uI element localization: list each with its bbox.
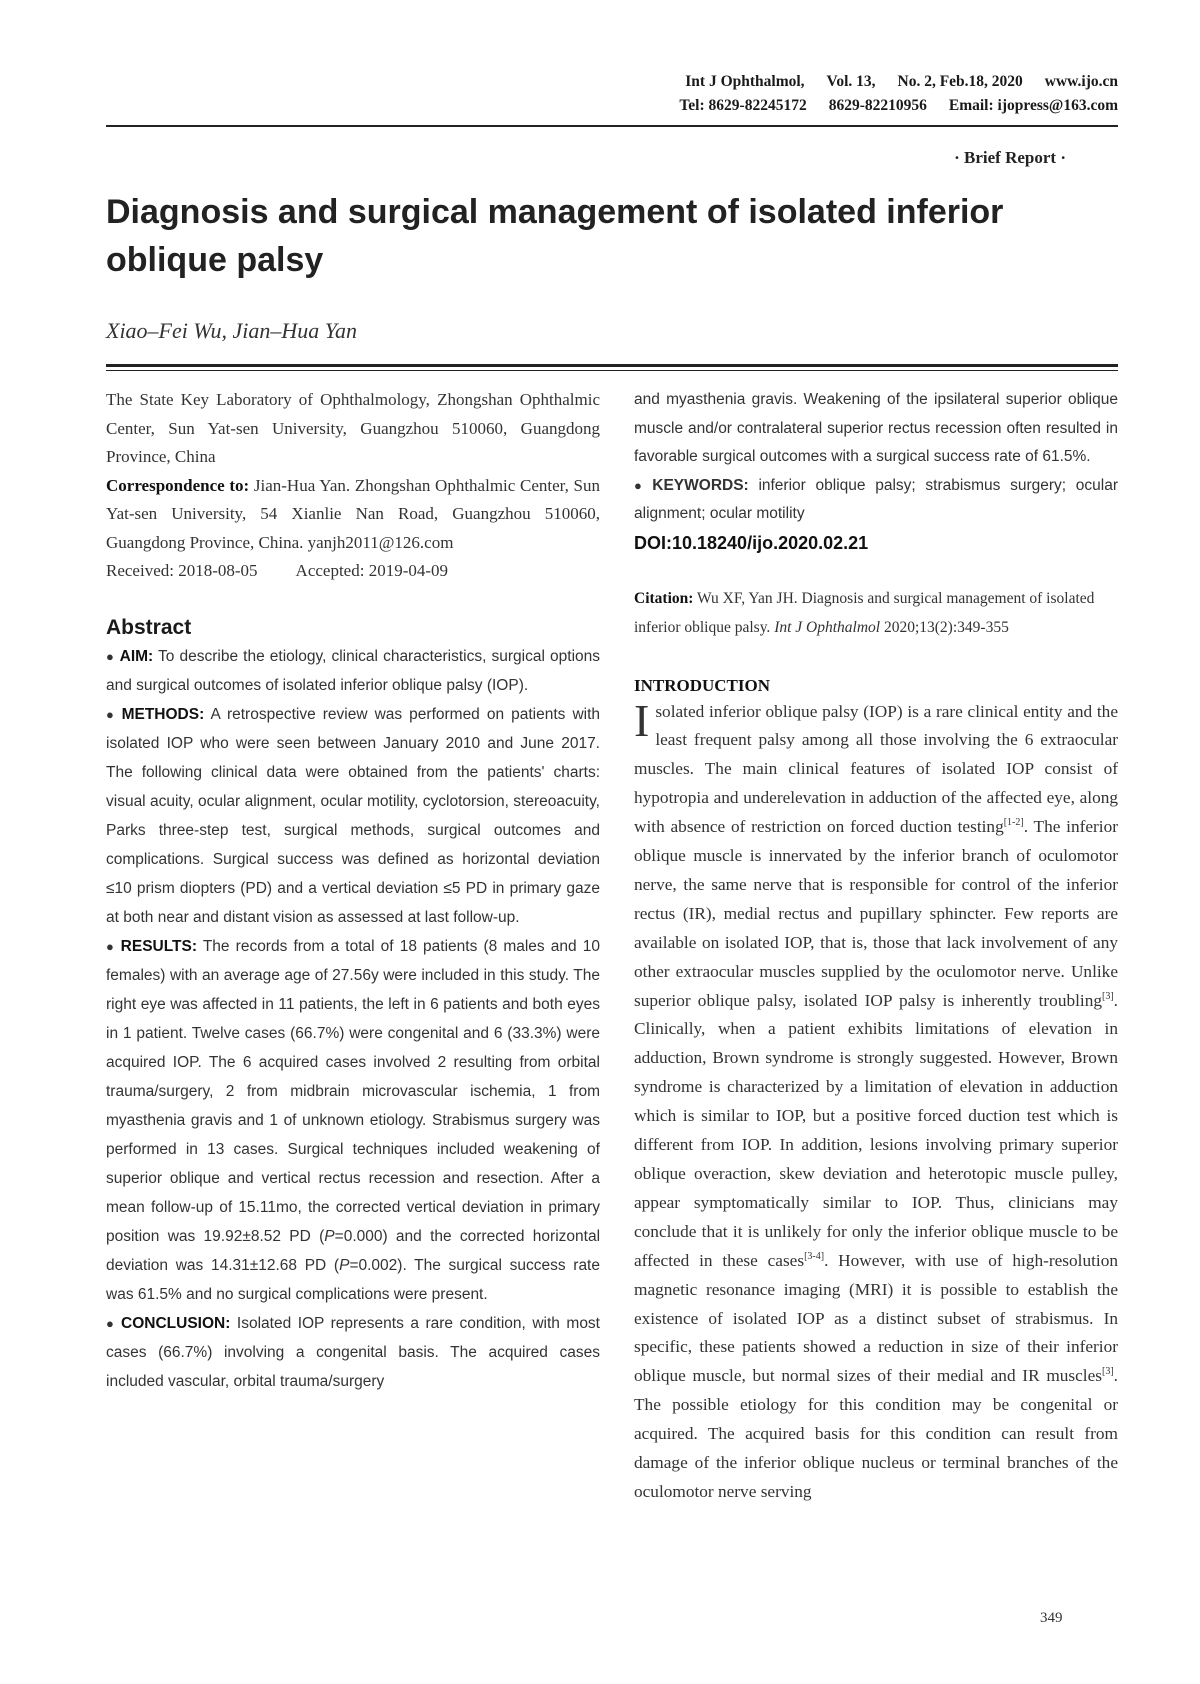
page-number: 349 [1040,1610,1063,1626]
methods-label: METHODS: [121,705,205,723]
affiliation: The State Key Laboratory of Ophthalmology, Zhongshan Ophthalmic Center, Sun Yat-sen University, Guangzhou 510060, Guangdong Province, China [106,390,600,466]
citation [634,584,1118,642]
bullet-icon: ● [106,1315,117,1331]
journal-info-line [106,70,1118,94]
citation-label: Citation: [634,589,694,607]
p-symbol: P [324,1227,335,1245]
article-dates [106,557,600,586]
introduction-heading: INTRODUCTION [634,675,771,695]
journal-issue: No. 2, Feb.18, 2020 [897,73,1023,90]
aim-text: To describe the etiology, clinical characteristics, surgical options and surgical outcomes of isolated inferior oblique palsy (IOP). [106,647,600,694]
journal-volume: Vol. 13, [826,73,876,90]
p-symbol: P [339,1256,350,1274]
results-text-2: =0.000) and the corrected horizontal deviation was 14.31±12.68 PD ( [106,1227,601,1274]
article-authors: Xiao–Fei Wu, Jian–Hua Yan [106,318,357,343]
bullet-icon: ● [634,477,648,493]
introduction-body [634,694,1118,1507]
correspondence-label: Correspondence to: [106,475,250,495]
abstract-results [106,932,600,1309]
reference-link[interactable]: [3] [1102,1366,1114,1378]
abstract-heading: Abstract [106,615,192,639]
journal-email[interactable]: Email: ijopress@163.com [948,97,1118,114]
correspondence [106,472,600,558]
journal-tel2: 8629-82210956 [828,97,927,114]
authors-rule-thick [106,364,1118,367]
intro-text-5: . The possible etiology for this condition may be congenital or acquired. The acquired basis for this condition can result from damage of the inferior oblique nucleus or terminal branches of the oculomotor nerve serving [634,1366,1118,1501]
results-text-3: =0.002). The surgical success rate was 61.5% and no surgical complications were present. [106,1256,600,1303]
conclusion-label: CONCLUSION: [121,1314,231,1332]
intro-text-3: . Clinically, when a patient exhibits limitations of elevation in adduction, Brown syndrome is strongly suggested. However, Brown syndrome is characterized by a limitation of elevation in adduction which is similar to IOP, but a positive forced duction test which is different from IOP. In addition, lesions involving primary superior oblique overaction, skew deviation and heterotopic muscle pulley, appear symptomatically similar to IOP. Thus, clinicians may conclude that it is unlikely for only the inferior oblique muscle to be affected in these cases [634,990,1118,1270]
header-rule [106,125,1118,127]
bullet-icon: ● [106,938,116,954]
bullet-icon: ● [106,706,117,722]
methods-text: A retrospective review was performed on patients with isolated IOP who were seen between January 2010 and June 2017. The following clinical data were obtained from the patients' charts: visual acuity, ocular alignment, ocular motility, cyclotorsion, stereoacuity, Parks three-step test, surgical methods, surgical outcomes and complications. Surgical success was defined as horizontal deviation ≤10 prism diopters (PD) and a vertical deviation ≤5 PD in primary gaze at both near and distant vision as assessed at last follow-up. [106,705,601,926]
doi[interactable]: DOI:10.18240/ijo.2020.02.21 [634,532,869,553]
journal-website[interactable]: www.ijo.cn [1044,73,1118,90]
keywords-text: inferior oblique palsy; strabismus surgery; ocular alignment; ocular motility [634,476,1118,522]
results-text-1: The records from a total of 18 patients (8 males and 10 females) with an average age of 27.56y were included in this study. The right eye was affected in 11 patients, the left in 6 patients and both eyes in 1 patient. Twelve cases (66.7%) were congenital and 6 (33.3%) were acquired IOP. The 6 acquired cases involved 2 resulting from orbital trauma/surgery, 2 from midbrain microvascular ischemia, 1 from myasthenia gravis and 1 of unknown etiology. Strabismus surgery was performed in 13 cases. Surgical techniques included weakening of superior oblique and vertical rectus recession and resection. After a mean follow-up of 15.11mo, the corrected vertical deviation in primary position was 19.92±8.52 PD ( [106,937,600,1245]
results-label: RESULTS: [120,937,198,955]
abstract-conclusion-continued: and myasthenia gravis. Weakening of the ipsilateral superior oblique muscle and/or contralateral superior rectus recession often resulted in favorable surgical outcomes with a surgical success rate of 61.5%. [634,391,1118,465]
conclusion-text-1: Isolated IOP represents a rare condition, with most cases (66.7%) involving a congenital basis. The acquired cases included vascular, orbital trauma/surgery [106,1314,600,1390]
citation-text-2: 2020;13(2):349-355 [883,618,1009,636]
reference-link[interactable]: [3-4] [804,1250,825,1262]
correspondence-text: Jian-Hua Yan. Zhongshan Ophthalmic Center, Sun Yat-sen University, 54 Xianlie Nan Road, Guangzhou 510060, Guangdong Province, China. yanjh2011@126.com [106,475,601,552]
abstract-conclusion [106,1309,600,1396]
bullet-icon: ● [106,648,115,664]
aim-label: AIM: [119,647,154,665]
keywords-label: KEYWORDS: [652,476,749,494]
accepted-date: Accepted: 2019-04-09 [295,561,449,580]
article-type-label: · Brief Report · [954,148,1066,167]
article-title: Diagnosis and surgical management of isolated inferior oblique palsy [106,193,1004,279]
journal-contact-line [106,94,1118,118]
authors-rule-thin [106,370,1118,371]
abstract-aim [106,642,600,700]
abstract-keywords [634,472,1118,529]
right-column [634,386,1118,1507]
dropcap: I [634,694,650,746]
reference-link[interactable]: [1-2] [1003,817,1024,829]
intro-text-2: . The inferior oblique muscle is innervated by the inferior branch of oculomotor nerve, the same nerve that is responsible for control of the inferior rectus (IR), medial rectus and pupillary sphincter. Few reports are available on isolated IOP, that is, those that lack involvement of any other extraocular muscles supplied by the oculomotor nerve. Unlike superior oblique palsy, isolated IOP palsy is inherently troubling [634,817,1118,1010]
reference-link[interactable]: [3] [1102,990,1114,1002]
citation-journal: Int J Ophthalmol [774,618,881,636]
intro-text-1: solated inferior oblique palsy (IOP) is a rare clinical entity and the least frequent palsy among all those involving the 6 extraocular muscles. The main clinical features of isolated IOP consist of hypotropia and underelevation in adduction of the affected eye, along with absence of restriction on forced duction testing [634,701,1118,837]
left-column [106,386,600,1396]
received-date: Received: 2018-08-05 [106,561,258,580]
journal-name: Int J Ophthalmol, [685,73,805,90]
journal-header [106,70,1118,118]
abstract-methods [106,700,600,932]
citation-text-1: Wu XF, Yan JH. Diagnosis and surgical management of isolated inferior oblique palsy. [634,589,1095,636]
intro-text-4: . However, with use of high-resolution magnetic resonance imaging (MRI) it is possible to establish the existence of isolated IOP as a distinct subset of strabismus. In specific, these patients showed a reduction in size of their inferior oblique muscle, but normal sizes of their medial and IR muscles [634,1250,1118,1386]
journal-tel: Tel: 8629-82245172 [679,97,807,114]
